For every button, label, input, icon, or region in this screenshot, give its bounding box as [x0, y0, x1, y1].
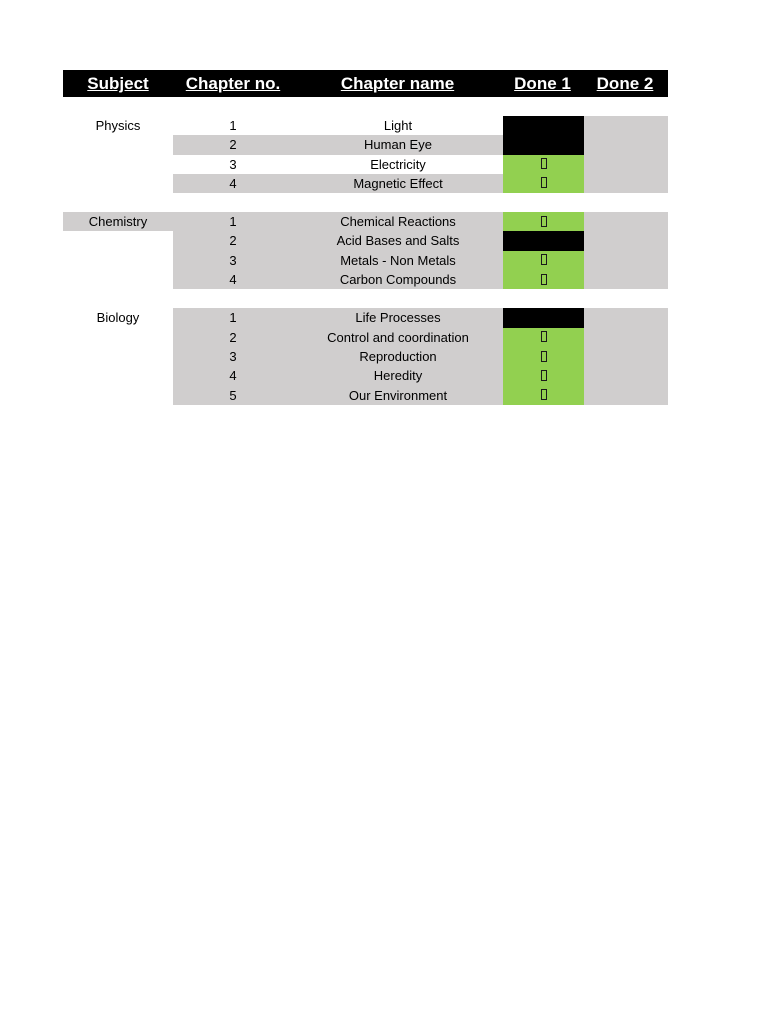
chapter-no-cell[interactable]: 1: [229, 118, 237, 133]
header-done-2[interactable]: Done 2: [596, 74, 654, 93]
check-glyph-icon: [541, 216, 547, 227]
chapter-name-cell[interactable]: Carbon Compounds: [293, 270, 503, 289]
table-row: [63, 308, 668, 327]
chapter-no-cell[interactable]: 2: [173, 328, 293, 347]
done1-cell[interactable]: [503, 174, 584, 193]
chapter-name-cell[interactable]: Acid Bases and Salts: [293, 231, 503, 250]
check-glyph-icon: [541, 331, 547, 342]
table-row: [63, 251, 668, 270]
table-row: [63, 270, 668, 289]
check-glyph-icon: [541, 389, 547, 400]
chapter-no-cell[interactable]: 1: [173, 308, 293, 327]
check-glyph-icon: [541, 274, 547, 285]
done2-cell[interactable]: [584, 366, 668, 385]
spacer-row: [63, 97, 668, 116]
subject-cell[interactable]: [63, 155, 173, 174]
done2-cell[interactable]: [584, 328, 668, 347]
header-subject[interactable]: Subject: [87, 74, 149, 93]
subject-cell[interactable]: Chemistry: [63, 212, 173, 231]
chapter-no-cell[interactable]: 3: [173, 251, 293, 270]
spacer-row: [63, 193, 668, 212]
done2-cell[interactable]: [584, 347, 668, 366]
subject-cell[interactable]: [63, 174, 173, 193]
done2-cell[interactable]: [584, 270, 668, 289]
chapter-no-cell[interactable]: 2: [173, 231, 293, 250]
subject-cell[interactable]: Physics: [95, 118, 141, 133]
chapter-no-cell[interactable]: 4: [173, 366, 293, 385]
chapter-no-cell[interactable]: 4: [173, 270, 293, 289]
chapter-name-cell[interactable]: Heredity: [293, 366, 503, 385]
done2-cell[interactable]: [584, 212, 668, 231]
header-done-1[interactable]: Done 1: [514, 74, 571, 93]
done1-cell[interactable]: [503, 270, 584, 289]
done2-cell[interactable]: [584, 386, 668, 405]
done1-cell[interactable]: [503, 251, 584, 270]
done1-cell[interactable]: [503, 135, 584, 154]
done2-cell[interactable]: [584, 231, 668, 250]
table-row: [63, 174, 668, 193]
spreadsheet: [63, 70, 668, 405]
done1-cell[interactable]: [503, 347, 584, 366]
done1-cell[interactable]: [503, 116, 584, 135]
done1-cell[interactable]: [503, 231, 584, 250]
chapter-name-cell[interactable]: Control and coordination: [293, 328, 503, 347]
done1-cell[interactable]: [503, 308, 584, 327]
subject-cell[interactable]: Biology: [96, 310, 140, 326]
chapter-name-cell[interactable]: Human Eye: [293, 135, 503, 154]
header-chapter-name[interactable]: Chapter name: [340, 74, 455, 93]
done2-cell[interactable]: [584, 251, 668, 270]
done2-cell[interactable]: [584, 116, 668, 135]
spacer-row: [63, 289, 668, 308]
done1-cell[interactable]: [503, 155, 584, 174]
check-glyph-icon: [541, 158, 547, 169]
check-glyph-icon: [541, 370, 547, 381]
chapter-name-cell[interactable]: Electricity: [370, 156, 426, 172]
table-row: [63, 328, 668, 347]
header-chapter-no[interactable]: Chapter no.: [185, 74, 281, 93]
chapter-no-cell[interactable]: 3: [173, 347, 293, 366]
subject-cell[interactable]: [63, 270, 173, 289]
chapter-no-cell[interactable]: 5: [173, 386, 293, 405]
done1-cell[interactable]: [503, 366, 584, 385]
subject-cell[interactable]: [63, 135, 173, 154]
done1-cell[interactable]: [503, 212, 584, 231]
chapter-no-cell[interactable]: 1: [173, 212, 293, 231]
check-glyph-icon: [541, 254, 547, 265]
chapter-name-cell[interactable]: Metals - Non Metals: [293, 251, 503, 270]
chapter-no-cell[interactable]: 3: [229, 156, 237, 172]
table-row: [63, 347, 668, 366]
table-row: [63, 135, 668, 154]
done1-cell[interactable]: [503, 328, 584, 347]
table-row: [63, 155, 668, 174]
subject-cell[interactable]: [63, 366, 173, 385]
subject-cell[interactable]: [63, 251, 173, 270]
subject-cell[interactable]: [63, 386, 173, 405]
chapter-name-cell[interactable]: Reproduction: [293, 347, 503, 366]
check-glyph-icon: [541, 351, 547, 362]
chapter-no-cell[interactable]: 2: [173, 135, 293, 154]
done2-cell[interactable]: [584, 135, 668, 154]
done2-cell[interactable]: [584, 174, 668, 193]
done2-cell[interactable]: [584, 308, 668, 327]
done1-cell[interactable]: [503, 386, 584, 405]
chapter-name-cell[interactable]: Our Environment: [293, 386, 503, 405]
chapter-name-cell[interactable]: Life Processes: [293, 308, 503, 327]
subject-cell[interactable]: [63, 231, 173, 250]
chapter-name-cell[interactable]: Light: [383, 118, 413, 133]
table-row: [63, 366, 668, 385]
chapter-name-cell[interactable]: Chemical Reactions: [293, 212, 503, 231]
subject-cell[interactable]: [63, 328, 173, 347]
chapter-name-cell[interactable]: Magnetic Effect: [293, 174, 503, 193]
table-row: [63, 231, 668, 250]
chapter-no-cell[interactable]: 4: [173, 174, 293, 193]
table-row: [63, 116, 668, 135]
check-glyph-icon: [541, 177, 547, 188]
done2-cell[interactable]: [584, 155, 668, 174]
header-row: [63, 70, 668, 97]
subject-cell[interactable]: [63, 347, 173, 366]
table-row: [63, 386, 668, 405]
table-row: [63, 212, 668, 231]
